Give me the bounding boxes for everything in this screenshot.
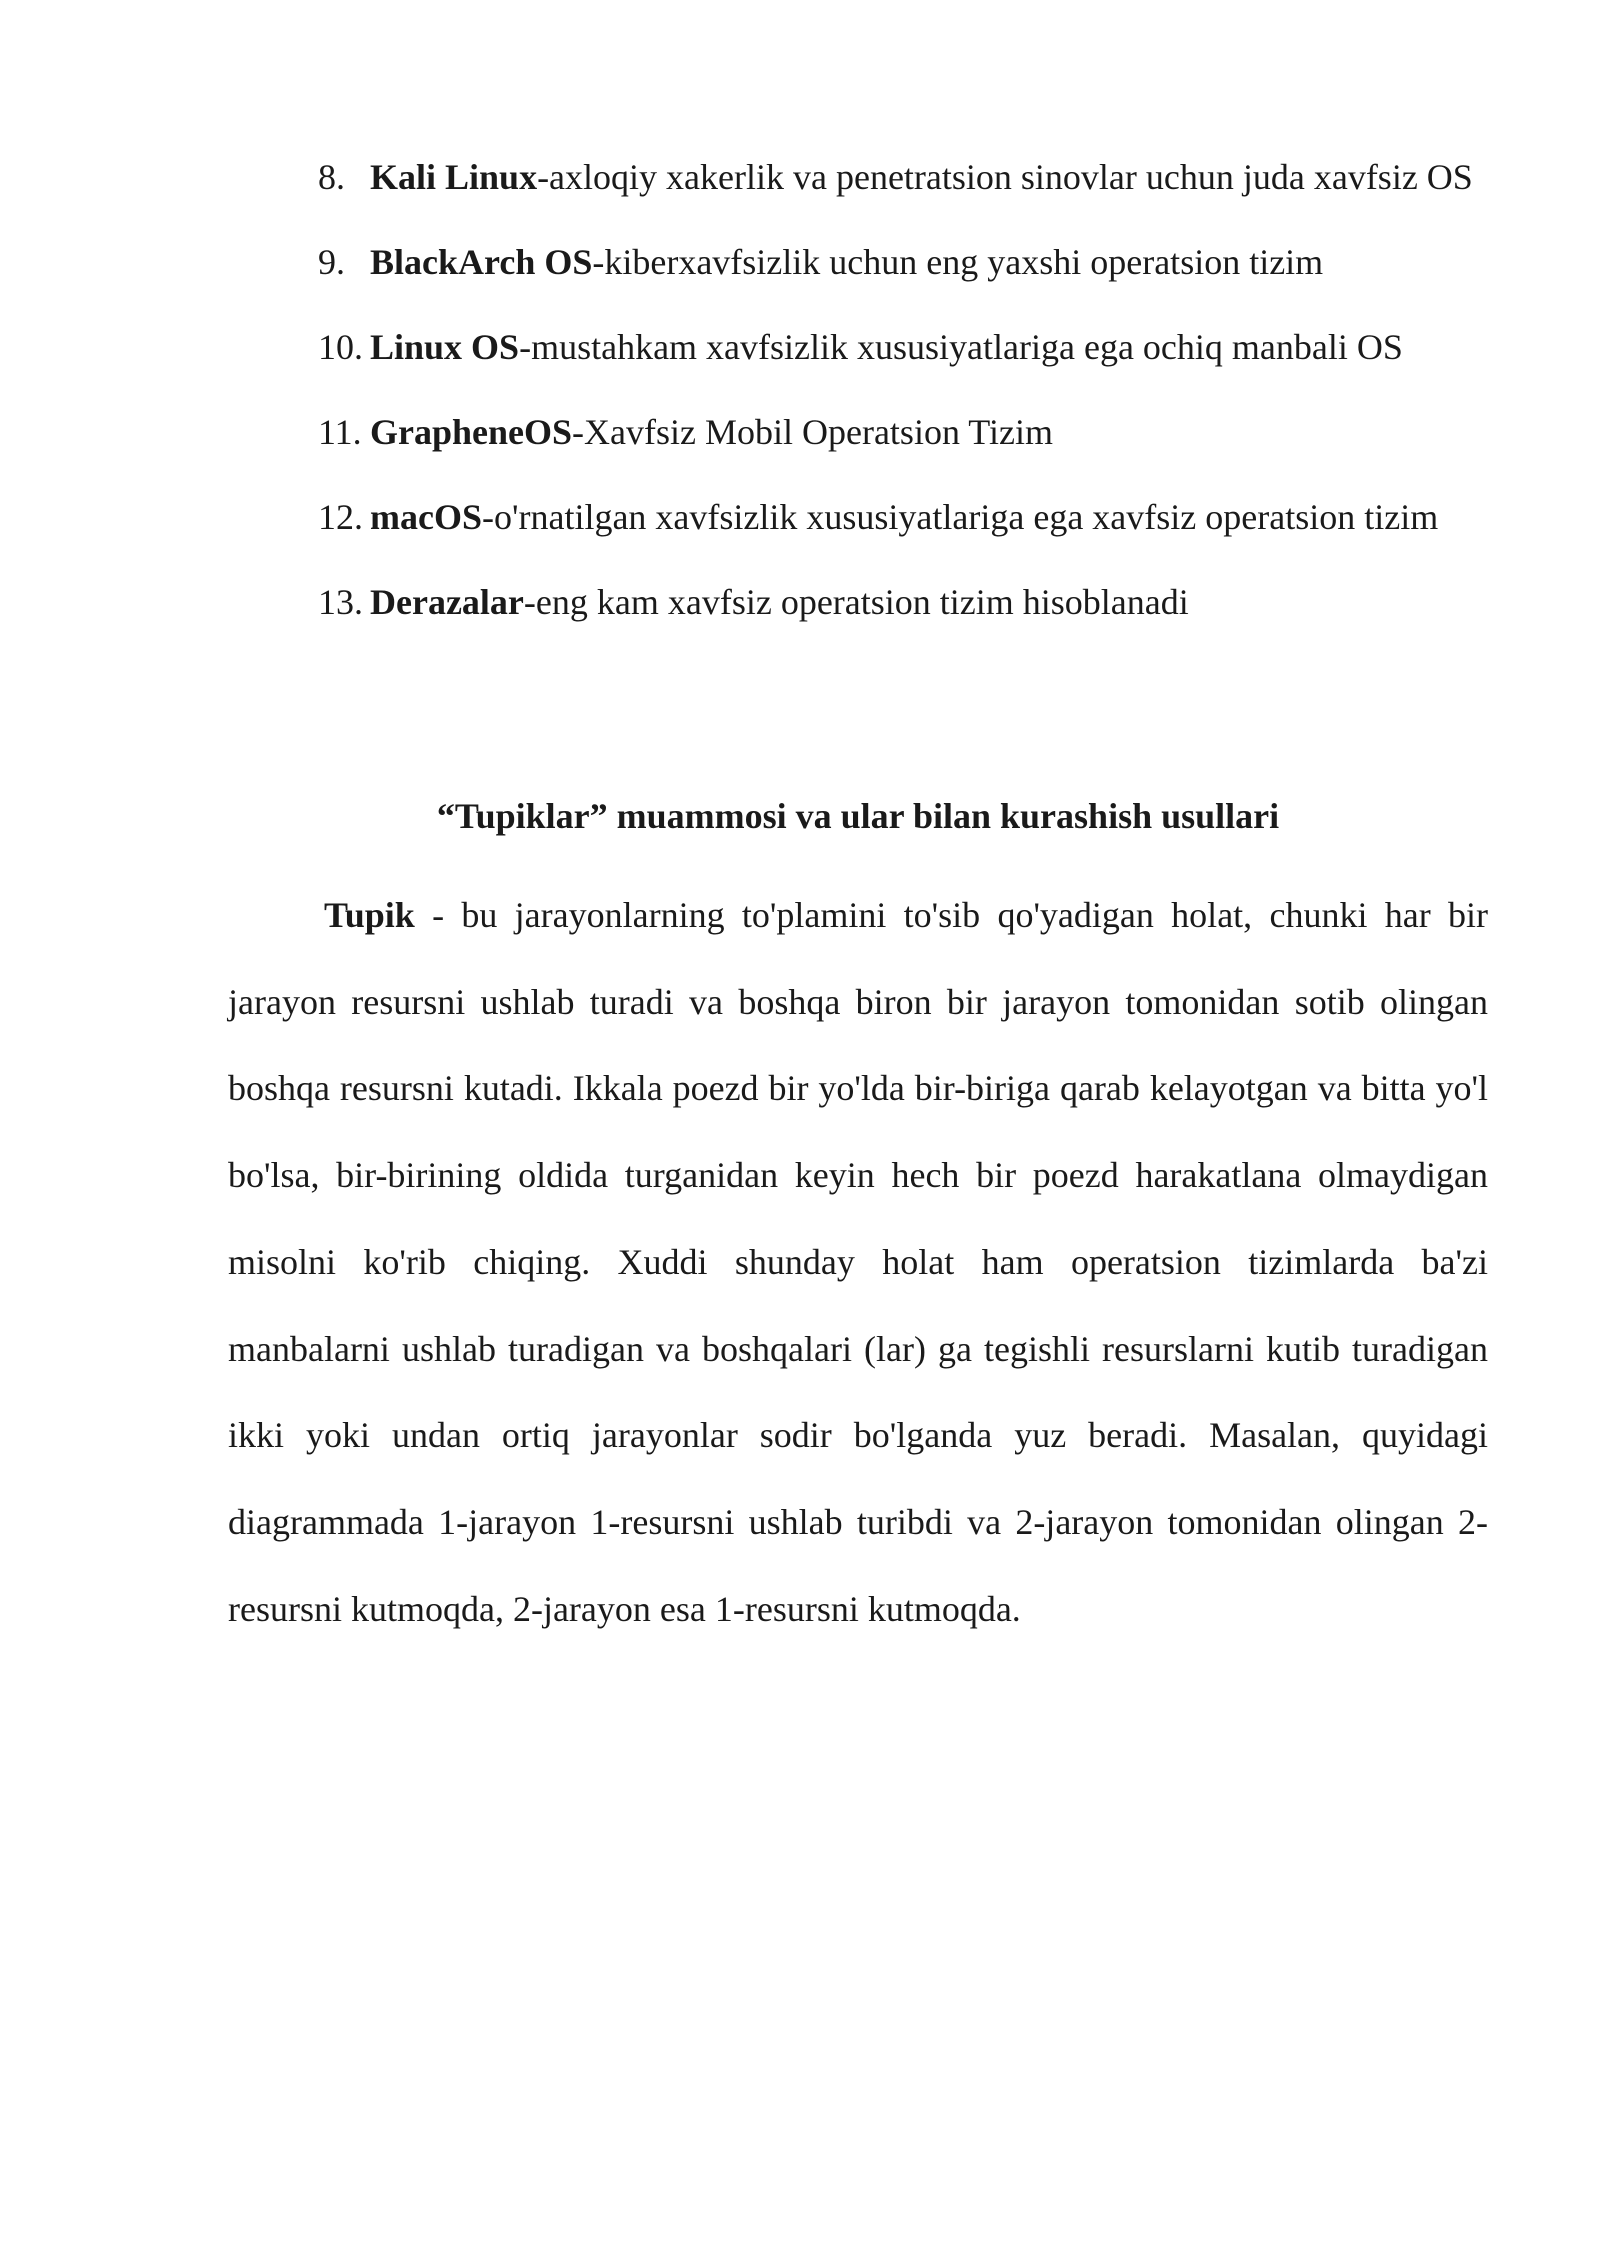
section-paragraph	[228, 872, 1488, 1652]
list-item	[318, 400, 1488, 464]
list-item-term: macOS	[370, 497, 482, 537]
list-item-term: Kali Linux	[370, 157, 538, 197]
list-item-term: GrapheneOS	[370, 412, 573, 452]
list-item	[318, 230, 1488, 294]
list-item-term: BlackArch OS	[370, 242, 593, 282]
list-item	[318, 315, 1488, 379]
list-item-number: 8.	[318, 157, 345, 197]
list-item-description: -eng kam xavfsiz operatsion tizim hisoblanadi	[523, 582, 1189, 622]
list-item-number: 13.	[318, 582, 363, 622]
list-item-description: -axloqiy xakerlik va penetratsion sinovlar uchun juda xavfsiz OS	[537, 157, 1473, 197]
list-item-text	[370, 485, 1488, 549]
list-item	[318, 570, 1488, 634]
paragraph-body: - bu jarayonlarning to'plamini to'sib qo'yadigan holat, chunki har bir jarayon resursni ushlab turadi va boshqa biron bir jarayon tomonidan sotib olingan boshqa resursni kutadi. Ikkala poezd bir yo'lda bir-biriga qarab kelayotgan va bitta yo'l bo'lsa, bir-birining oldida turganidan keyin hech bir poezd harakatlana olmaydigan misolni ko'rib chiqing. Xuddi shunday holat ham operatsion tizimlarda ba'zi manbalarni ushlab turadigan va boshqalari (lar) ga tegishli resurslarni kutib turadigan ikki yoki undan ortiq jarayonlar sodir bo'lganda yuz beradi. Masalan, quyidagi diagrammada 1-jarayon 1-resursni ushlab turibdi va 2-jarayon tomonidan olingan 2-resursni kutmoqda, 2-jarayon esa 1-resursni kutmoqda.	[228, 895, 1488, 1629]
list-item-text	[370, 570, 1488, 634]
list-item-description: -o'rnatilgan xavfsizlik xususiyatlariga ega xavfsiz operatsion tizim	[482, 497, 1439, 537]
list-item-term: Linux OS	[370, 327, 520, 367]
list-item-text	[370, 145, 1488, 209]
list-item-description: -kiberxavfsizlik uchun eng yaxshi operatsion tizim	[592, 242, 1324, 282]
list-item-number: 12.	[318, 497, 363, 537]
list-item-number: 9.	[318, 242, 345, 282]
list-item	[318, 485, 1488, 549]
list-item-term: Derazalar	[370, 582, 524, 622]
list-item-description: -Xavfsiz Mobil Operatsion Tizim	[572, 412, 1054, 452]
section-heading: “Tupiklar” muammosi va ular bilan kurashish usullari	[436, 796, 1280, 836]
list-item	[318, 145, 1488, 209]
list-item-text	[370, 400, 1488, 464]
list-item-number: 11.	[318, 412, 362, 452]
paragraph-term: Tupik	[324, 895, 415, 935]
list-item-text	[370, 315, 1488, 379]
os-list	[318, 145, 1488, 655]
list-item-text	[370, 230, 1488, 294]
list-item-description: -mustahkam xavfsizlik xususiyatlariga ega ochiq manbali OS	[519, 327, 1403, 367]
list-item-number: 10.	[318, 327, 363, 367]
